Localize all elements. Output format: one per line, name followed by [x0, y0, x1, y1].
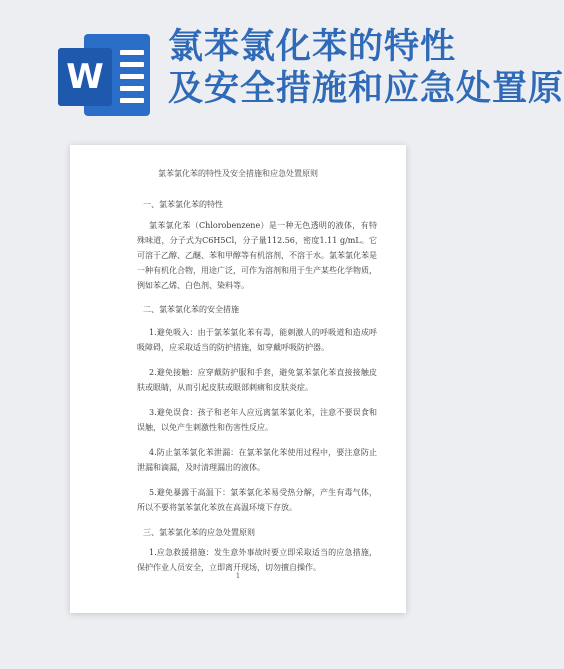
paragraph-properties: 氯苯氯化苯（Chlorobenzene）是一种无色透明的液体，有特殊味道，分子式为C6H5Cl，分子量112.56，密度1.11 g/mL。它可溶于乙醇、乙醚、苯和甲醇等有机溶剂，不溶于水。氯苯氯化苯是一种有机化合物，用途广泛，可作为溶剂和用于生产某些化学物质，例如苯乙烯、白色剂、染料等。: [137, 221, 377, 290]
banner-title-line1: 氯苯氯化苯的特性: [168, 27, 457, 67]
word-document-icon: [58, 28, 154, 120]
section-heading-2: 二、氯苯氯化苯的安全措施: [143, 305, 239, 314]
list-item-ingestion: 3.避免误食：孩子和老年人应远离氯苯氯化苯，注意不要误食和误触，以免产生刺激性和伤害性反应。: [137, 408, 377, 432]
section-heading-1: 一、氯苯氯化苯的特性: [143, 200, 223, 209]
banner: [0, 0, 564, 150]
word-letter-tile: W: [58, 48, 112, 106]
document-heading: 氯苯氯化苯的特性及安全措施和应急处置原则: [158, 169, 318, 178]
section-heading-3: 三、氯苯氯化苯的应急处置原则: [143, 528, 255, 537]
document-page: [70, 145, 406, 613]
banner-title-line2: 及安全措施和应急处置原: [168, 69, 564, 109]
banner-title: [168, 26, 564, 110]
list-item-emergency: 1.应急救援措施：发生意外事故时要立即采取适当的应急措施，保护作业人员安全，立即离开现场，切勿擅自操作。: [137, 548, 377, 572]
page-number: 1: [235, 572, 241, 580]
list-item-leak: 4.防止氯苯氯化苯泄漏：在氯苯氯化苯使用过程中，要注意防止泄漏和滴漏，及时清理漏出的液体。: [137, 448, 377, 472]
list-item-heat: 5.避免暴露于高温下：氯苯氯化苯易受热分解，产生有毒气体，所以不要将氯苯氯化苯放在高温环境下存放。: [137, 488, 377, 512]
list-item-contact: 2.避免接触：应穿戴防护服和手套，避免氯苯氯化苯直接接触皮肤或眼睛，从而引起皮肤或眼部刺痛和皮肤炎症。: [137, 368, 377, 392]
list-item-inhalation: 1.避免吸入：由于氯苯氯化苯有毒，能刺激人的呼吸道和造成呼吸障碍，应采取适当的防护措施，如穿戴呼吸防护器。: [137, 328, 377, 352]
